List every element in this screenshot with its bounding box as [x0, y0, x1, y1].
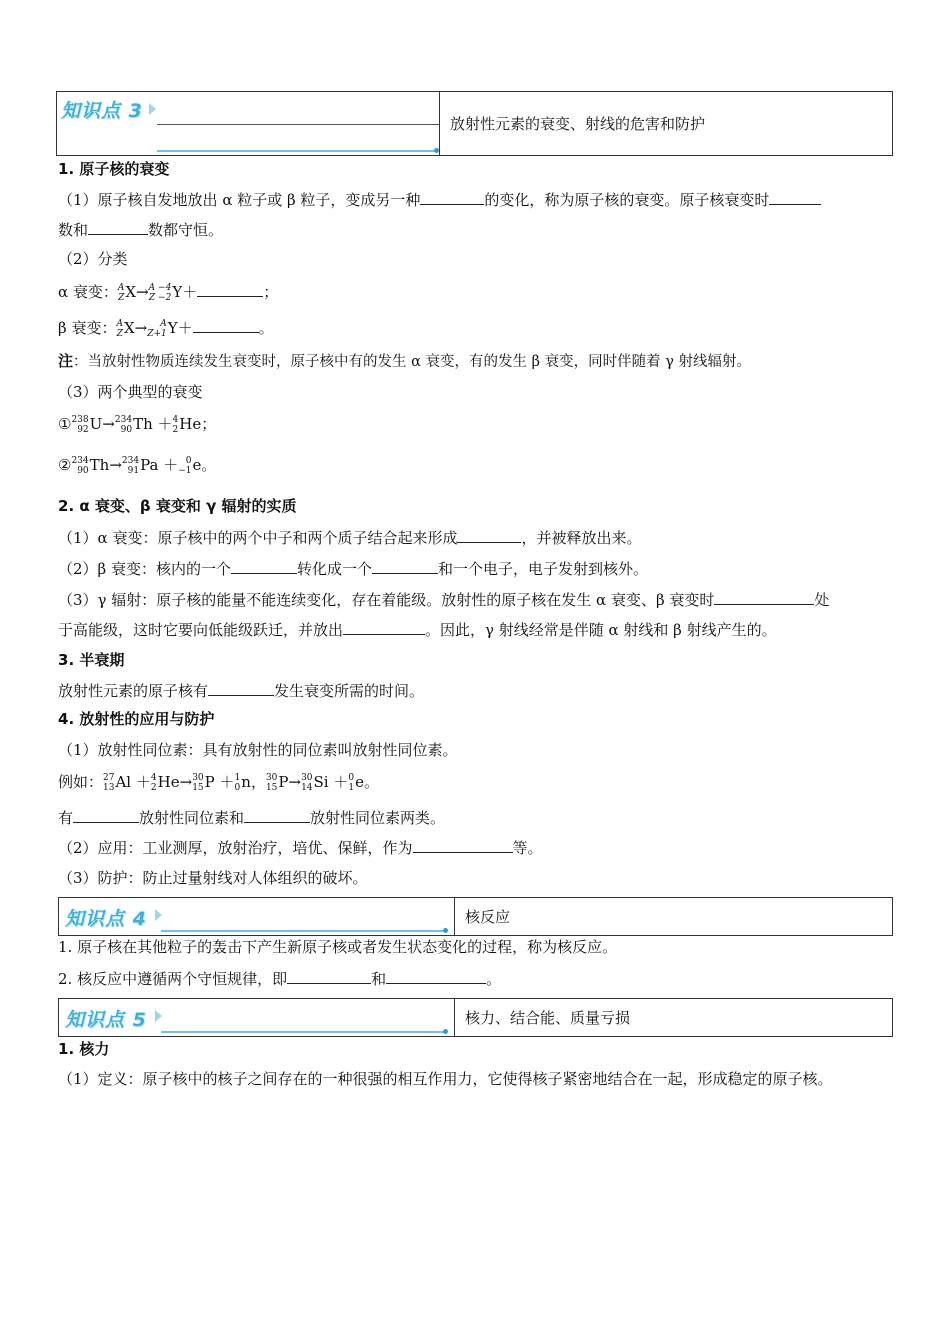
kp4-dot-icon — [443, 928, 448, 933]
alpha-decay-eq: α 衰变： A Z X→ A −4 Z −2 Y＋ ； — [58, 283, 279, 303]
s4-p1: （1）放射性同位素：具有放射性的同位素叫放射性同位素。 — [58, 741, 458, 759]
s1-heading: 1. 原子核的衰变 — [58, 160, 170, 178]
kp5-title: 核力、结合能、质量亏损 — [465, 1009, 631, 1027]
kp5-badge: 知识点 5 — [65, 1009, 147, 1031]
blank — [420, 190, 484, 205]
blank — [714, 590, 814, 605]
blank — [372, 559, 438, 574]
kp5-p1: （1）定义：原子核中的核子之间存在的一种很强的相互作用力，它使得核子紧密地结合在一起，形成稳定的原子核。 — [58, 1070, 833, 1088]
s3-heading: 3. 半衰期 — [58, 651, 125, 669]
blank — [244, 808, 310, 823]
s3-p1: 放射性元素的原子核有 发生衰变所需的时间。 — [58, 682, 425, 700]
s4-heading: 4. 放射性的应用与防护 — [58, 710, 215, 728]
kp3-dot-icon — [434, 148, 439, 153]
blank — [386, 969, 486, 984]
s4-example: 例如： 27 13 Al ＋ 4 2 He→ 30 15 P ＋ 1 0 n， 30 15 P→ 30 14 Si ＋ 0 1 e。 — [58, 773, 380, 793]
kp3-title: 放射性元素的衰变、射线的危害和防护 — [450, 115, 706, 133]
kp4-title: 核反应 — [465, 908, 511, 926]
s1-p2: （2）分类 — [58, 250, 128, 268]
kp5-badge-area — [59, 999, 455, 1036]
s2-p1: （1）α 衰变：原子核中的两个中子和两个质子结合起来形成 ，并被释放出来。 — [58, 529, 642, 547]
s4-p2: 有 放射性同位素和 放射性同位素两类。 — [58, 809, 446, 827]
kp4-l2: 2. 核反应中遵循两个守恒规律，即 和 。 — [58, 970, 502, 988]
s1-p1-cont: 数和 数都守恒。 — [58, 221, 224, 239]
s2-p3-cont: 于高能级，这时它要向低能级跃迁，并放出 。因此，γ 射线经常是伴随 α 射线和 β 射线产生的。 — [58, 621, 777, 639]
blank — [197, 282, 263, 297]
blank — [769, 190, 821, 205]
blank — [73, 808, 139, 823]
kp4-badge-area — [59, 898, 455, 935]
kp5-header — [58, 998, 893, 1037]
kp4-rule-blue — [161, 930, 446, 932]
kp5-rule-blue — [161, 1031, 446, 1033]
kp3-arrow-icon — [149, 103, 156, 115]
blank — [88, 220, 148, 235]
kp4-arrow-icon — [155, 909, 162, 921]
decay-example-1: ① 238 92 U→ 234 90 Th ＋ 4 2 He； — [58, 415, 217, 435]
s4-p4: （3）防护：防止过量射线对人体组织的破坏。 — [58, 869, 368, 887]
beta-decay-eq: β 衰变： A Z X→ A Z+1 Y＋ 。 — [58, 319, 274, 339]
s2-p3: （3）γ 辐射：原子核的能量不能连续变化，存在着能级。放射性的原子核在发生 α 衰变、β 衰变时 处 — [58, 591, 830, 609]
s1-note: 注：当放射性物质连续发生衰变时，原子核中有的发生 α 衰变，有的发生 β 衰变，同时伴随着 γ 射线辐射。 — [58, 352, 752, 370]
s4-p3: （2）应用：工业测厚，放射治疗，培优、保鲜，作为 等。 — [58, 839, 543, 857]
kp3-badge: 知识点 3 — [61, 100, 143, 122]
kp4-header — [58, 897, 893, 936]
kp5-arrow-icon — [155, 1010, 162, 1022]
decay-example-2: ② 234 90 Th→ 234 91 Pa ＋ 0 −1 e。 — [58, 456, 217, 476]
s1-p1: （1）原子核自发地放出 α 粒子或 β 粒子，变成另一种 的变化，称为原子核的衰变。原子核衰变时 — [58, 190, 821, 209]
kp3-header — [56, 91, 893, 156]
s2-p2: （2）β 衰变：核内的一个 转化成一个 和一个电子，电子发射到核外。 — [58, 560, 649, 578]
kp5-dot-icon — [443, 1029, 448, 1034]
blank — [287, 969, 371, 984]
blank — [193, 318, 259, 333]
blank — [413, 838, 513, 853]
s1-p3: （3）两个典型的衰变 — [58, 383, 203, 401]
s2-heading: 2. α 衰变、β 衰变和 γ 辐射的实质 — [58, 497, 297, 515]
blank — [343, 620, 425, 635]
kp4-l1: 1. 原子核在其他粒子的轰击下产生新原子核或者发生状态变化的过程，称为核反应。 — [58, 938, 618, 956]
kp4-badge: 知识点 4 — [65, 908, 147, 930]
kp5-heading: 1. 核力 — [58, 1040, 110, 1058]
blank — [231, 559, 297, 574]
blank — [457, 528, 521, 543]
kp3-badge-area — [57, 92, 440, 155]
kp3-rule-blue — [157, 150, 435, 152]
kp3-rule — [157, 124, 439, 125]
blank — [208, 681, 274, 696]
